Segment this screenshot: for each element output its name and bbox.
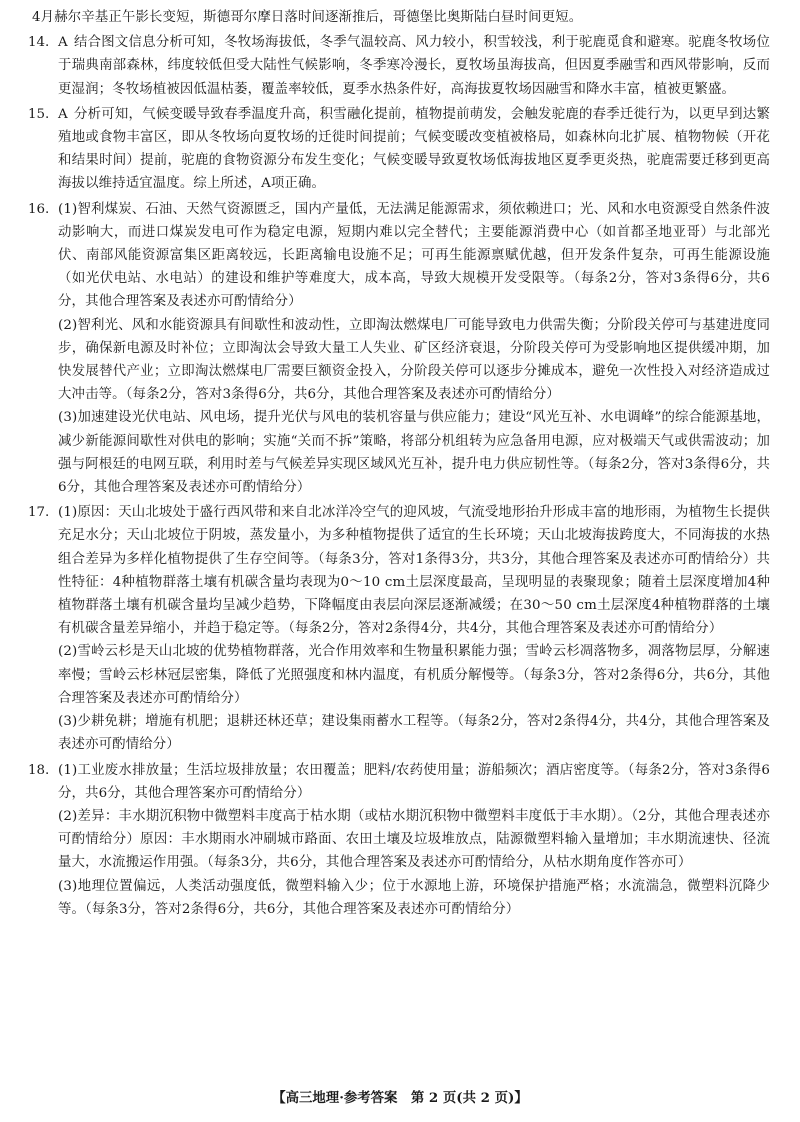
question-body bbox=[58, 31, 770, 101]
intro-paragraph: 4月赫尔辛基正午影长变短，斯德哥尔摩日落时间逐渐推后，哥德堡比奥斯陆白昼时间更短。 bbox=[32, 10, 583, 25]
answer-paragraph bbox=[58, 31, 770, 101]
question-body bbox=[58, 759, 770, 921]
sub-answer-2: (2)智利光、风和水能资源具有间歇性和波动性，立即淘汰燃煤电厂可能导致电力供需失衡；分阶段关停可与基建进度同步，确保新电源及时补位；立即淘汰会导致大量工人失业、矿区经济衰退，分阶段关停可为受影响地区提供缓冲期，加快发展替代产业；立即淘汰燃煤电厂需要巨额资金投入，分阶段关停可以逐步分摊成本，避免一次性投入对经济造成过大冲击等。（每条2分，答对3条得6分，共6分，其他合理答案及表述亦可酌情给分） bbox=[58, 317, 770, 403]
question-body bbox=[58, 501, 770, 756]
question-18 bbox=[28, 759, 770, 921]
sub-answer-3: (3)少耕免耕；增施有机肥；退耕还林还草；建设集雨蓄水工程等。（每条2分，答对2条得4分，共4分，其他合理答案及表述亦可酌情给分） bbox=[58, 714, 770, 753]
question-14 bbox=[28, 31, 770, 101]
question-16 bbox=[28, 198, 770, 500]
explanation-text: 分析可知，气候变暖导致春季温度升高，积雪融化提前，植物提前萌发，会触发驼鹿的春季迁徙行为，以更早到达繁殖地或食物丰富区，即从冬牧场向夏牧场的迁徙时间提前；气候变暖改变植被格局，如森林向北扩展、植物物候（开花和结果时间）提前，驼鹿的食物资源分布发生变化；气候变暖导致夏牧场低海拔地区夏季更炎热，驼鹿需要迁移到更高海拔以维持适宜温度。综上所述，A项正确。 bbox=[58, 106, 770, 192]
sub-answer-3: (3)加速建设光伏电站、风电场，提升光伏与风电的装机容量与供应能力；建设“风光互补、水电调峰”的综合能源基地，减少新能源间歇性对供电的影响；实施“关而不拆”策略，将部分机组转为应急备用电源，应对极端天气或供需波动；加强与阿根廷的电网互联，利用时差与气候差异实现区域风光互补，提升电力供应韧性等。（每条2分，答对3条得6分，共6分，其他合理答案及表述亦可酌情给分） bbox=[58, 410, 770, 496]
sub-answer-2: (2)差异：丰水期沉积物中微塑料丰度高于枯水期（或枯水期沉积物中微塑料丰度低于丰水期）。（2分，其他合理表述亦可酌情给分）原因：丰水期雨水冲刷城市路面、农田土壤及垃圾堆放点，陆源微塑料输入量增加；丰水期流速快、径流量大，水流搬运作用强。（每条3分，共6分，其他合理答案及表述亦可酌情给分，从枯水期角度作答亦可） bbox=[58, 808, 770, 871]
question-number: 17. bbox=[28, 505, 50, 521]
question-number: 15. bbox=[28, 106, 50, 122]
sub-answer-1: (1)工业废水排放量；生活垃圾排放量；农田覆盖；肥料/农药使用量；游船频次；酒店密度等。（每条2分，答对3条得6分，共6分，其他合理答案亦可酌情给分） bbox=[58, 762, 770, 801]
question-number: 16. bbox=[28, 201, 50, 217]
sub-answer-1: (1)智利煤炭、石油、天然气资源匮乏，国内产量低，无法满足能源需求，须依赖进口；光、风和水电资源受自然条件波动影响大，而进口煤炭发电可作为稳定电源，短期内难以完全替代；主要能源消费中心（如首都圣地亚哥）与北部光伏、南部风能资源富集区距离较远，长距离输电设施不足；可再生能源禀赋优越，但开发条件复杂，可再生能源设施（如光伏电站、水电站）的建设和维护等难度大，成本高，导致大规模开发受限等。（每条2分，答对3条得6分，共6分，其他合理答案及表述亦可酌情给分） bbox=[58, 201, 770, 310]
page-footer: 【高三地理·参考答案 第 2 页(共 2 页)】 bbox=[272, 1090, 528, 1106]
explanation-text: 结合图文信息分析可知，冬牧场海拔低，冬季气温较高、风力较小，积雪较浅，利于驼鹿觅食和避寒。驼鹿冬牧场位于瑞典南部森林，纬度较低但受大陆性气候影响，冬季寒冷漫长，夏牧场虽海拔高，但因夏季融雪和西风带影响，反而更湿润；冬牧场植被因低温枯萎，覆盖率较低，夏季水热条件好，高海拔夏牧场因融雪和降水丰富，植被更繁盛。 bbox=[58, 35, 770, 97]
question-body bbox=[58, 103, 770, 196]
answer-letter: A bbox=[58, 106, 68, 122]
question-number: 14. bbox=[28, 35, 50, 51]
question-15 bbox=[28, 103, 770, 196]
question-body bbox=[58, 198, 770, 500]
question-number: 18. bbox=[28, 762, 50, 778]
sub-answer-1: (1)原因：天山北坡处于盛行西风带和来自北冰洋冷空气的迎风坡，气流受地形抬升形成丰富的地形雨，为植物生长提供充足水分；天山北坡位于阴坡，蒸发量小，为多种植物提供了适宜的生长环境；天山北坡海拔跨度大，不同海拔的水热组合差异为多样化植物提供了生存空间等。（每条3分，答对1条得3分，共3分，其他合理答案及表述亦可酌情给分）共性特征：4种植物群落土壤有机碳含量均表现为0～10 cm土层深度最高，呈现明显的表聚现象；随着土层深度增加4种植物群落土壤有机碳含量均呈减少趋势，下降幅度由表层向深层逐渐减缓；在30～50 cm土层深度4种植物群落的土壤有机碳含量差异缩小，并趋于稳定等。（每条2分，答对2条得4分，共4分，其他合理答案及表述亦可酌情给分） bbox=[58, 505, 770, 637]
question-17 bbox=[28, 501, 770, 756]
sub-answer-2: (2)雪岭云杉是天山北坡的优势植物群落，光合作用效率和生物量积累能力强；雪岭云杉凋落物多，凋落物层厚，分解速率慢；雪岭云杉林冠层密集，降低了光照强度和林内温度，有机质分解慢等。（每条3分，答对2条得6分，共6分，其他合理答案及表述亦可酌情给分） bbox=[58, 644, 770, 706]
answer-letter: A bbox=[58, 35, 68, 51]
sub-answer-3: (3)地理位置偏远，人类活动强度低，微塑料输入少；位于水源地上游，环境保护措施严格；水流湍急，微塑料沉降少等。（每条3分，答对2条得6分，共6分，其他合理答案及表述亦可酌情给分） bbox=[58, 878, 770, 917]
answer-paragraph bbox=[58, 103, 770, 196]
